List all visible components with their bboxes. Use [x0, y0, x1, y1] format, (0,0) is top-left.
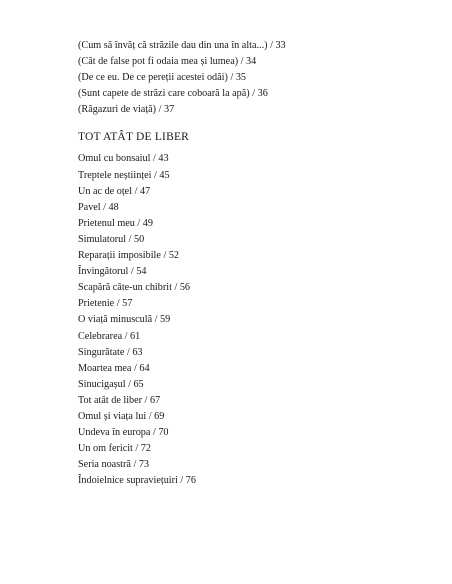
toc-entry: Sinucigașul / 65 [78, 378, 144, 390]
toc-entry: Învingătorul / 54 [78, 266, 147, 278]
toc-entry: Undeva în europa / 70 [78, 427, 169, 439]
toc-entry: Seria noastră / 73 [78, 459, 150, 471]
toc-entry: Un ac de oțel / 47 [78, 185, 151, 197]
toc-entry: O viață minusculă / 59 [78, 314, 171, 326]
toc-entry: Singurătate / 63 [78, 346, 143, 358]
toc-entry: Prietenie / 57 [78, 298, 133, 310]
toc-entry: Simulatorul / 50 [78, 233, 145, 245]
toc-entry: Prietenul meu / 49 [78, 217, 153, 229]
toc-entry: Omul cu bonsaiul / 43 [78, 153, 169, 165]
toc-entry: Celebrarea / 61 [78, 330, 141, 342]
toc-top-list [78, 38, 418, 118]
toc-entry: Treptele neștiinței / 45 [78, 169, 170, 181]
toc-section-list [78, 151, 418, 489]
toc-entry: (Sunt capete de străzi care coboară la apă) / 36 [78, 88, 268, 100]
toc-entry: (Cum să învăț că străzile dau din una în alta...) / 33 [78, 40, 286, 51]
toc-entry: (De ce eu. De ce pereții acestei odăi) / 35 [78, 72, 247, 84]
toc-entry: (Cât de false pot fi odaia mea și lumea) / 34 [78, 56, 257, 68]
toc-entry: Tot atât de liber / 67 [78, 394, 161, 406]
toc-entry: Reparații imposibile / 52 [78, 250, 180, 262]
table-of-contents-page [78, 38, 418, 489]
toc-entry: Omul și viața lui / 69 [78, 410, 165, 422]
toc-entry: Moartea mea / 64 [78, 362, 150, 374]
toc-entry: (Răgazuri de viață) / 37 [78, 104, 175, 116]
toc-entry: Scapără câte-un chibrit / 56 [78, 282, 191, 294]
section-title: TOT ATÂT DE LIBER [78, 131, 190, 144]
toc-entry: Pavel / 48 [78, 201, 119, 213]
toc-entry: Îndoielnice supraviețuiri / 76 [78, 475, 196, 487]
toc-entry: Un om fericit / 72 [78, 443, 151, 455]
